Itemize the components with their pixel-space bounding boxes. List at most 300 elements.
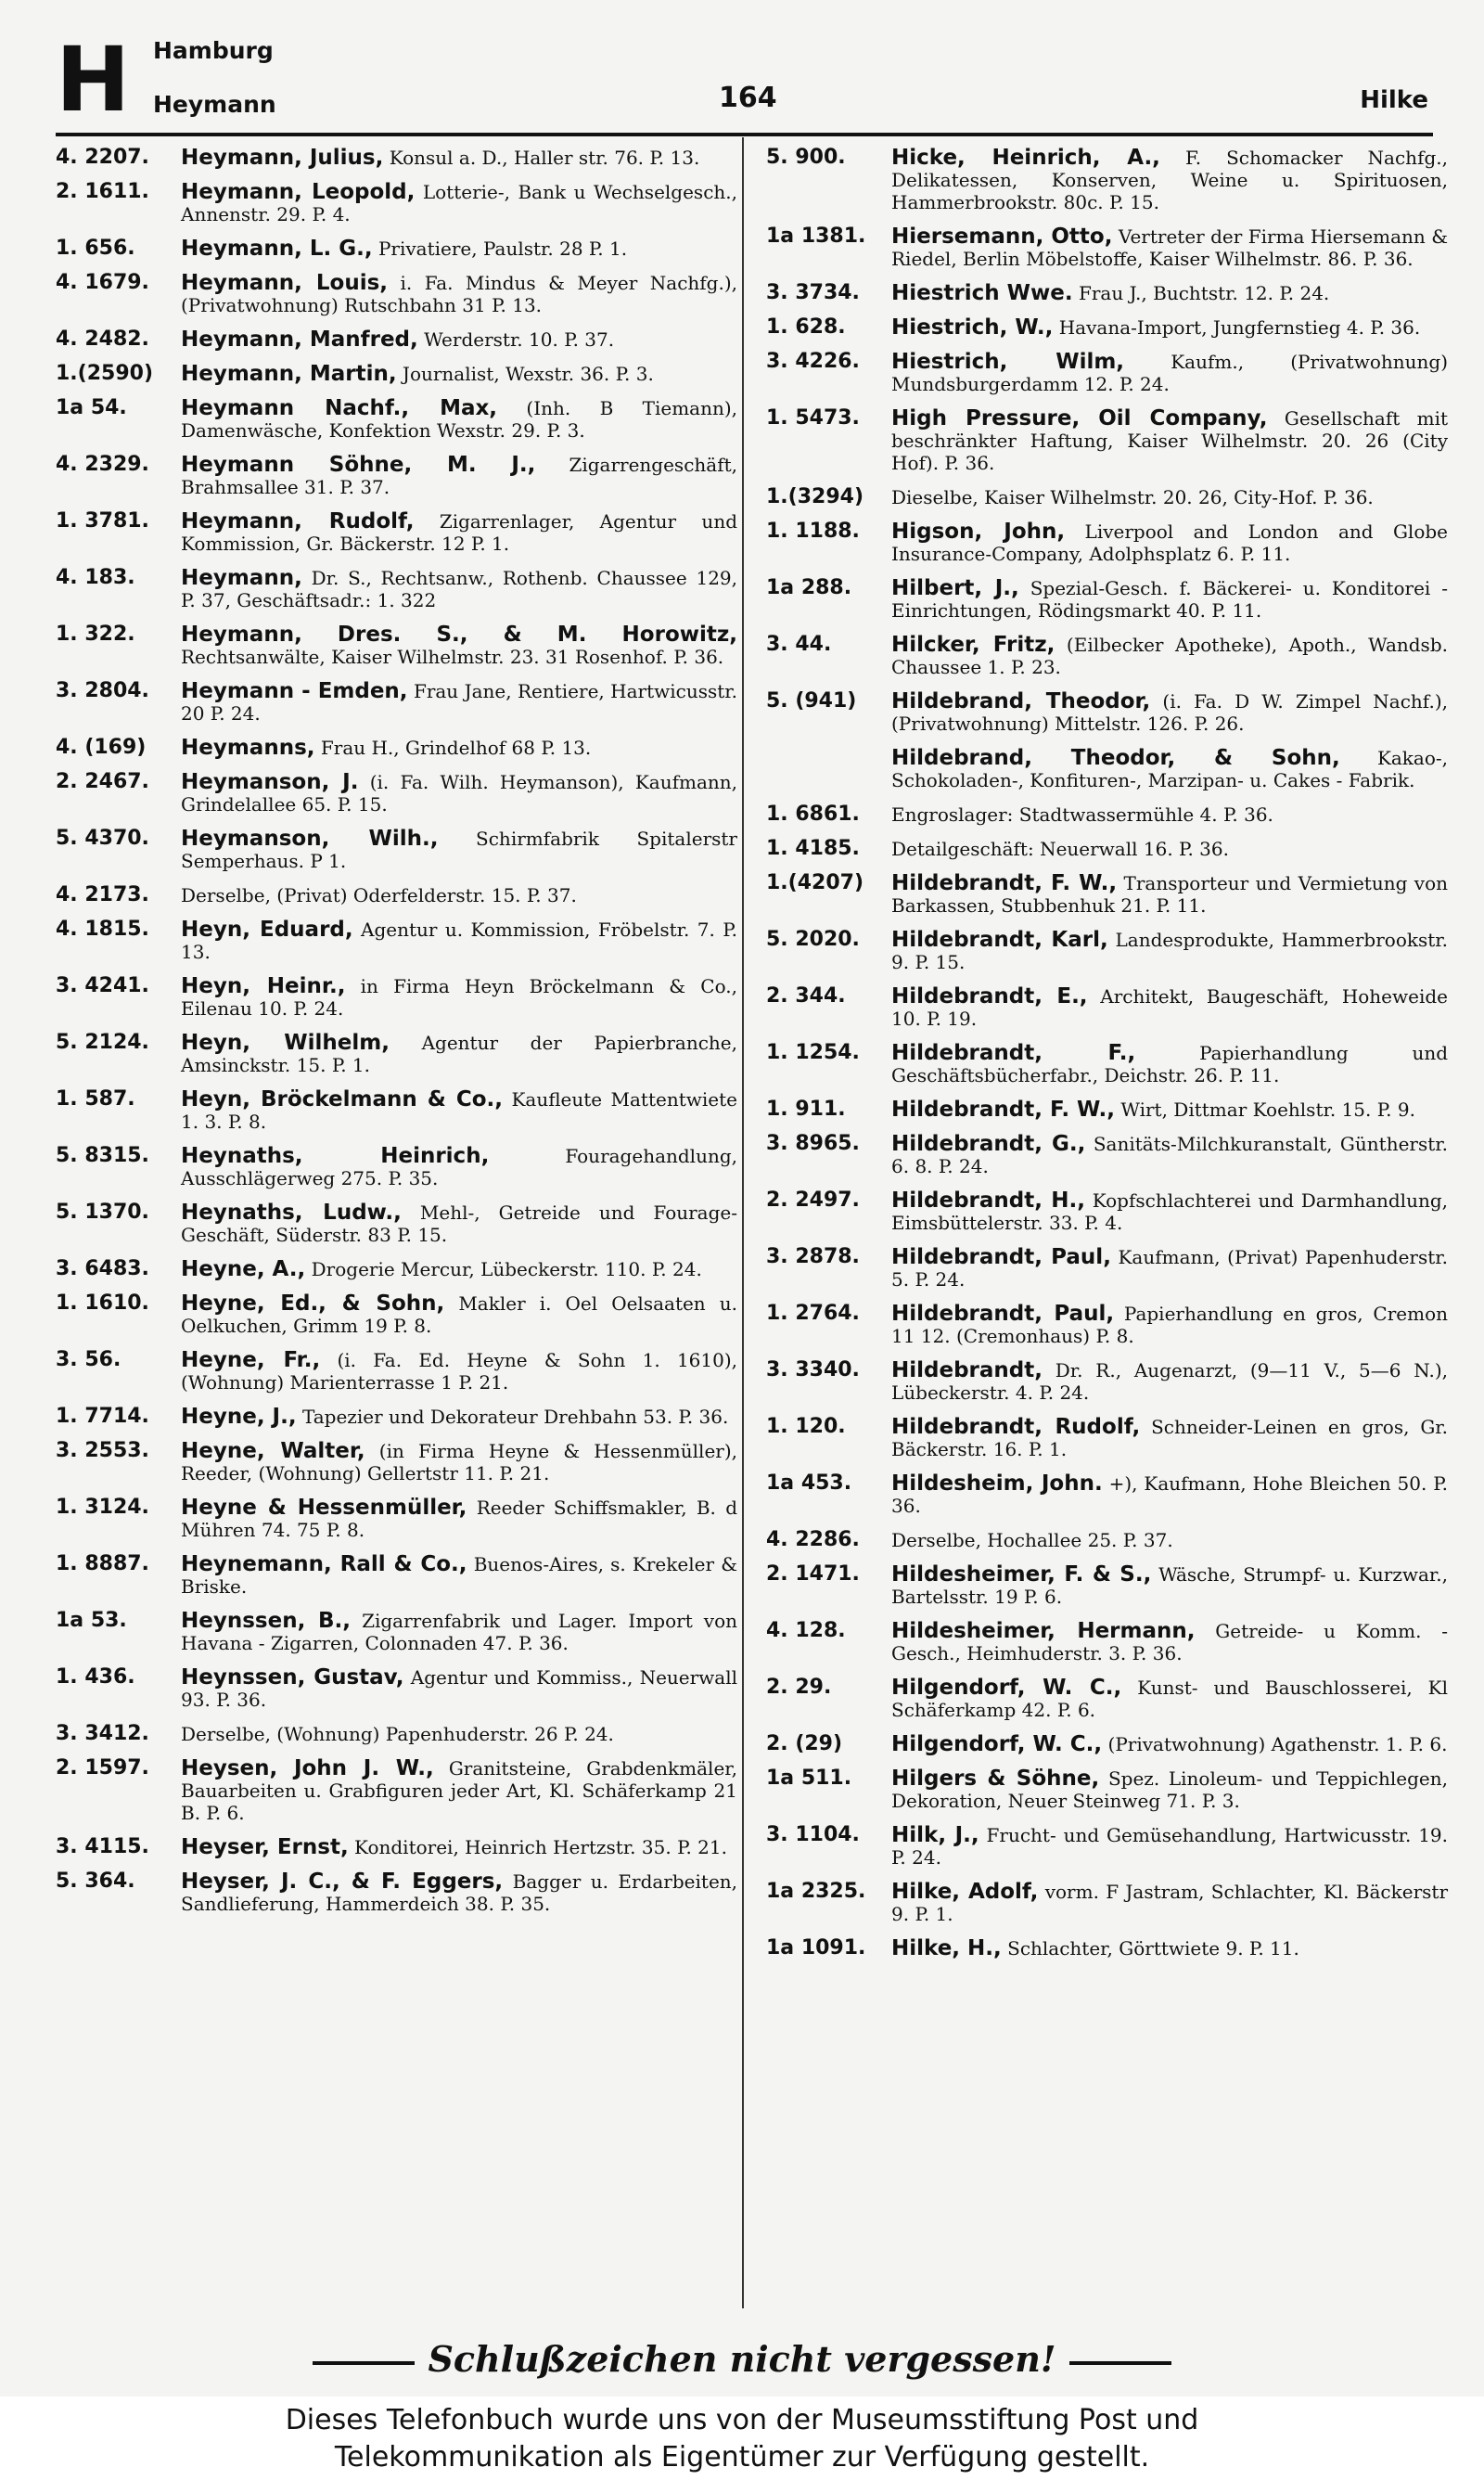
entry-name: Hildebrandt, E., bbox=[891, 984, 1088, 1009]
directory-entry bbox=[56, 1723, 737, 1745]
entry-details: Granitsteine, Grabdenkmäler, Bauarbeiten u. Grabfiguren jeder Art, Kl. Schäferkamp 21 B. P. 6. bbox=[181, 1757, 737, 1824]
directory-entry bbox=[766, 316, 1448, 339]
phone-number: 4. (169) bbox=[56, 736, 147, 759]
entry-details: (Inh. B Tiemann), Damenwäsche, Konfektion Wexstr. 29. P. 3. bbox=[181, 397, 737, 442]
entry-text bbox=[891, 1529, 1448, 1551]
directory-entry bbox=[56, 771, 737, 816]
entry-text bbox=[891, 634, 1448, 678]
entry-name: Heyne, A., bbox=[181, 1257, 306, 1281]
phone-number: 5. 1370. bbox=[56, 1201, 149, 1224]
entry-text bbox=[181, 1292, 737, 1337]
entry-text bbox=[891, 872, 1448, 917]
entry-name: Heymann, Dres. S., & M. Horowitz, bbox=[181, 623, 737, 647]
directory-entry bbox=[56, 1610, 737, 1654]
entry-text bbox=[891, 1881, 1448, 1925]
entry-text bbox=[891, 1733, 1448, 1755]
entry-details: Derselbe, Hochallee 25. P. 37. bbox=[891, 1529, 1173, 1551]
entry-details: Schirmfabrik Spitalerstr Semperhaus. P 1. bbox=[181, 828, 737, 872]
directory-entry bbox=[56, 737, 737, 759]
entry-name: Heymann, Julius, bbox=[181, 146, 384, 170]
entry-name: Hildebrandt, Paul, bbox=[891, 1302, 1115, 1326]
entry-name: Hilgendorf, W. C., bbox=[891, 1676, 1122, 1700]
entry-name: Hiestrich, W., bbox=[891, 315, 1054, 340]
entry-name: Heyser, J. C., & F. Eggers, bbox=[181, 1870, 504, 1894]
entry-details: Privatiere, Paulstr. 28 P. 1. bbox=[377, 238, 628, 260]
directory-entry bbox=[56, 454, 737, 498]
entry-name: Heymann Söhne, M. J., bbox=[181, 453, 536, 477]
entry-text bbox=[181, 510, 737, 555]
phone-number: 5. 8315. bbox=[56, 1144, 149, 1167]
directory-entry bbox=[766, 1767, 1448, 1812]
phone-number: 1a 1091. bbox=[766, 1936, 866, 1960]
entry-details: (i. Fa. D W. Zimpel Nachf.), (Privatwohnung) Mittelstr. 126. P. 26. bbox=[891, 690, 1449, 735]
entry-details: Dr. S., Rechtsanw., Rothenb. Chaussee 129, P. 37, Geschäftsadr.: 1. 322 bbox=[181, 567, 737, 611]
entry-name: Heymann, Martin, bbox=[181, 362, 397, 386]
entry-name: Heyne & Hessenmüller, bbox=[181, 1496, 467, 1520]
phone-number: 1. 3781. bbox=[56, 509, 149, 533]
entry-text bbox=[181, 1757, 737, 1824]
phone-number: 1. 436. bbox=[56, 1665, 135, 1689]
entry-name: Heyn, Heinr., bbox=[181, 974, 346, 998]
entry-text bbox=[891, 747, 1448, 791]
directory-entry bbox=[56, 975, 737, 1020]
entry-details: Gesellschaft mit beschränkter Haftung, Kaiser Wilhelmstr. 20. 26 (City Hof). P. 36. bbox=[891, 407, 1449, 474]
phone-number: 4. 2207. bbox=[56, 146, 149, 169]
entry-name: Hilk, J., bbox=[891, 1823, 979, 1847]
phone-number: 1. 8887. bbox=[56, 1552, 149, 1575]
entry-text bbox=[891, 1937, 1448, 1960]
entry-details: Spez. Linoleum- und Teppichlegen, Dekoration, Neuer Steinweg 71. P. 3. bbox=[891, 1767, 1448, 1812]
entry-text bbox=[891, 407, 1448, 474]
footer-dash-right bbox=[1069, 2361, 1171, 2365]
entry-name: Hildebrandt, F. W., bbox=[891, 871, 1118, 895]
entry-name: Hilcker, Fritz, bbox=[891, 633, 1055, 657]
range-start: Heymann bbox=[153, 91, 276, 118]
entry-details: Buenos-Aires, s. Krekeler & Briske. bbox=[181, 1553, 738, 1598]
entry-text bbox=[181, 454, 737, 498]
entry-text bbox=[891, 1133, 1448, 1177]
header-rule bbox=[56, 133, 1433, 136]
entry-details: Wäsche, Strumpf- u. Kurzwar., Bartelsstr. 19 P. 6. bbox=[891, 1563, 1448, 1608]
entry-details: Engroslager: Stadtwassermühle 4. P. 36. bbox=[891, 803, 1273, 826]
directory-entry bbox=[766, 1042, 1448, 1086]
entry-text bbox=[891, 282, 1448, 304]
entry-details: (Privatwohnung) Agathenstr. 1. P. 6. bbox=[1107, 1733, 1448, 1755]
entry-name: Heyn, Eduard, bbox=[181, 918, 353, 942]
phone-number: 5. 900. bbox=[766, 146, 846, 169]
entry-details: Vertreter der Firma Hiersemann & Riedel, Berlin Möbelstoffe, Kaiser Wilhelmstr. 86. P. 36. bbox=[891, 225, 1448, 270]
entry-name: Heymanson, Wilh., bbox=[181, 827, 439, 851]
entry-details: Papierhandlung en gros, Cremon 11 12. (Cremonhaus) P. 8. bbox=[891, 1303, 1448, 1347]
phone-number: 3. 1104. bbox=[766, 1823, 860, 1846]
directory-entry bbox=[766, 486, 1448, 508]
phone-number: 3. 4226. bbox=[766, 350, 860, 373]
directory-entry bbox=[56, 363, 737, 385]
entry-text bbox=[181, 1553, 737, 1598]
entry-details: Bagger u. Erdarbeiten, Sandlieferung, Hammerdeich 38. P. 35. bbox=[181, 1870, 738, 1915]
entry-details: Derselbe, (Wohnung) Papenhuderstr. 26 P. 24. bbox=[181, 1723, 614, 1745]
entry-name: Heynaths, Heinrich, bbox=[181, 1144, 490, 1168]
entry-details: Kakao-, Schokoladen-, Konfituren-, Marzipan- u. Cakes - Fabrik. bbox=[891, 747, 1449, 791]
phone-number: 1. 628. bbox=[766, 315, 846, 339]
directory-entry bbox=[766, 1416, 1448, 1460]
entry-details: i. Fa. Mindus & Meyer Nachfg.), (Privatwohnung) Rutschbahn 31 P. 13. bbox=[181, 272, 737, 316]
entry-name: Hilgers & Söhne, bbox=[891, 1767, 1100, 1791]
entry-text bbox=[181, 397, 737, 442]
entry-details: Lotterie-, Bank u Wechselgesch., Annenstr. 29. P. 4. bbox=[181, 181, 737, 225]
directory-entry bbox=[766, 282, 1448, 304]
entry-details: in Firma Heyn Bröckelmann & Co., Eilenau 10. P. 24. bbox=[181, 975, 737, 1020]
entry-details: Konsul a. D., Haller str. 76. P. 13. bbox=[389, 147, 700, 169]
entry-details: (Eilbecker Apotheke), Apoth., Wandsb. Chaussee 1. P. 23. bbox=[891, 634, 1448, 678]
entry-text bbox=[891, 1099, 1448, 1121]
entry-details: Werderstr. 10. P. 37. bbox=[424, 328, 615, 351]
entry-details: Zigarrengeschäft, Brahmsallee 31. P. 37. bbox=[181, 454, 737, 498]
entry-name: Hildebrandt, G., bbox=[891, 1132, 1086, 1156]
entry-text bbox=[181, 567, 737, 611]
entry-name: Hildebrandt, bbox=[891, 1358, 1043, 1382]
entry-name: Heynssen, B., bbox=[181, 1609, 352, 1633]
directory-entry bbox=[56, 1666, 737, 1711]
directory-entry bbox=[766, 520, 1448, 565]
directory-entry bbox=[766, 1824, 1448, 1869]
entry-text bbox=[891, 577, 1448, 622]
entry-text bbox=[891, 1189, 1448, 1234]
phone-number: 1a 1381. bbox=[766, 225, 866, 248]
entry-details: Derselbe, (Privat) Oderfelderstr. 15. P. 37. bbox=[181, 884, 577, 906]
entry-details: Agentur und Kommiss., Neuerwall 93. P. 36. bbox=[181, 1666, 738, 1711]
directory-entry bbox=[766, 1099, 1448, 1121]
entry-text bbox=[181, 1723, 737, 1745]
entry-text bbox=[891, 1042, 1448, 1086]
entry-name: Hildebrandt, Paul, bbox=[891, 1245, 1111, 1269]
directory-entry bbox=[766, 1937, 1448, 1960]
entry-details: Kunst- und Bauschlosserei, Kl Schäferkamp 42. P. 6. bbox=[891, 1677, 1448, 1721]
entry-name: Heymanns, bbox=[181, 736, 315, 760]
entry-text bbox=[181, 1497, 737, 1541]
phone-number: 3. 6483. bbox=[56, 1257, 149, 1280]
entry-text bbox=[181, 680, 737, 725]
directory-entry bbox=[56, 181, 737, 225]
entry-text bbox=[181, 1201, 737, 1246]
phone-number: 1a 54. bbox=[56, 396, 127, 419]
entry-details: Frau Jane, Rentiere, Hartwicusstr. 20 P. 24. bbox=[181, 680, 737, 725]
directory-entry bbox=[766, 1881, 1448, 1925]
directory-entry bbox=[56, 397, 737, 442]
entry-text bbox=[181, 1088, 737, 1133]
directory-entry bbox=[766, 1189, 1448, 1234]
directory-entry bbox=[766, 1620, 1448, 1664]
directory-entry bbox=[766, 803, 1448, 826]
directory-entry bbox=[56, 828, 737, 872]
entry-name: Hildebrandt, H., bbox=[891, 1189, 1086, 1213]
phone-number: 5. (941) bbox=[766, 689, 857, 713]
directory-entry bbox=[56, 510, 737, 555]
entry-text bbox=[181, 1666, 737, 1711]
directory-entry bbox=[56, 1292, 737, 1337]
entry-name: Hiestrich, Wilm, bbox=[891, 350, 1125, 374]
column-divider bbox=[742, 137, 744, 2308]
phone-number: 2. (29) bbox=[766, 1732, 843, 1755]
phone-number: 1a 2325. bbox=[766, 1880, 866, 1903]
phone-number: 1. 6861. bbox=[766, 803, 860, 826]
entry-details: Konditorei, Heinrich Hertzstr. 35. P. 21. bbox=[354, 1836, 727, 1858]
directory-entry bbox=[56, 919, 737, 963]
page-number: 164 bbox=[719, 82, 777, 114]
phone-number: 1a 511. bbox=[766, 1767, 852, 1790]
phone-number: 1. 911. bbox=[766, 1098, 846, 1121]
phone-number: 1. 1610. bbox=[56, 1291, 149, 1315]
directory-entry bbox=[766, 147, 1448, 213]
directory-entry bbox=[56, 1757, 737, 1824]
entry-text bbox=[181, 884, 737, 906]
phone-number: 3. 56. bbox=[56, 1348, 122, 1371]
entry-text bbox=[891, 838, 1448, 860]
directory-entry bbox=[56, 680, 737, 725]
phone-number: 5. 2020. bbox=[766, 928, 860, 951]
phone-number: 3. 4241. bbox=[56, 974, 149, 997]
directory-entry bbox=[766, 690, 1448, 735]
phone-number: 1a 288. bbox=[766, 576, 852, 599]
directory-entry bbox=[56, 1870, 737, 1915]
entry-details: Schlachter, Görttwiete 9. P. 11. bbox=[1007, 1937, 1299, 1960]
entry-details: Kaufmann, (Privat) Papenhuderstr. 5. P. 24. bbox=[891, 1246, 1448, 1291]
range-end: Hilke bbox=[1360, 86, 1428, 114]
entry-text bbox=[181, 363, 737, 385]
entry-details: vorm. F Jastram, Schlachter, Kl. Bäckerstr 9. P. 1. bbox=[891, 1881, 1449, 1925]
directory-entry bbox=[56, 1497, 737, 1541]
phone-number: 2. 2467. bbox=[56, 770, 149, 793]
directory-entry bbox=[766, 1472, 1448, 1517]
entry-text bbox=[181, 1836, 737, 1858]
directory-entry bbox=[766, 1733, 1448, 1755]
entry-text bbox=[181, 328, 737, 351]
phone-number: 1. 656. bbox=[56, 237, 135, 260]
entry-details: Zigarrenfabrik und Lager. Import von Havana - Zigarren, Colonnaden 47. P. 36. bbox=[181, 1610, 737, 1654]
entry-name: Hildesheimer, Hermann, bbox=[891, 1619, 1196, 1643]
phone-number: 3. 44. bbox=[766, 633, 832, 656]
entry-details: Agentur u. Kommission, Fröbelstr. 7. P. 13. bbox=[181, 919, 738, 963]
phone-number: 3. 3734. bbox=[766, 281, 860, 304]
entry-details: Havana-Import, Jungfernstieg 4. P. 36. bbox=[1058, 316, 1421, 339]
entry-name: Heynssen, Gustav, bbox=[181, 1665, 404, 1690]
phone-number: 1.(3294) bbox=[766, 485, 864, 508]
phone-number: 1. 1254. bbox=[766, 1041, 860, 1064]
entry-details: Schneider-Leinen en gros, Gr. Bäckerstr. 16. P. 1. bbox=[891, 1416, 1449, 1460]
directory-entry bbox=[766, 929, 1448, 973]
entry-details: Reeder Schiffsmakler, B. d Mühren 74. 75 P. 8. bbox=[181, 1497, 738, 1541]
directory-entry bbox=[56, 1201, 737, 1246]
directory-entry bbox=[766, 407, 1448, 474]
phone-number: 4. 2329. bbox=[56, 453, 149, 476]
directory-entry bbox=[56, 884, 737, 906]
donation-banner bbox=[0, 2396, 1484, 2480]
phone-number: 1. 5473. bbox=[766, 406, 860, 430]
entry-text bbox=[891, 1620, 1448, 1664]
entry-details: Frau H., Grindelhof 68 P. 13. bbox=[320, 737, 592, 759]
directory-entry bbox=[56, 1406, 737, 1428]
directory-entry bbox=[56, 1349, 737, 1394]
entry-text bbox=[891, 1677, 1448, 1721]
entry-text bbox=[181, 238, 737, 260]
entry-name: Heymann, Rudolf, bbox=[181, 509, 415, 533]
phone-number: 4. 2482. bbox=[56, 328, 149, 351]
entry-details: Mehl-, Getreide und Fourage-Geschäft, Süderstr. 83 P. 15. bbox=[181, 1201, 737, 1246]
entry-details: Getreide- u Komm. - Gesch., Heimhuderstr. 3. P. 36. bbox=[891, 1620, 1449, 1664]
entry-details: F. Schomacker Nachfg., Delikatessen, Konserven, Weine u. Spirituosen, Hammerbrookstr. 80c. P. 15. bbox=[891, 147, 1448, 213]
phone-number: 1. 2764. bbox=[766, 1302, 860, 1325]
entry-text bbox=[891, 316, 1448, 339]
entry-text bbox=[181, 919, 737, 963]
entry-details: Detailgeschäft: Neuerwall 16. P. 36. bbox=[891, 838, 1229, 860]
page-header bbox=[56, 28, 1428, 137]
directory-entry bbox=[56, 567, 737, 611]
entry-details: (in Firma Heyne & Hessenmüller), Reeder, (Wohnung) Gellertstr 11. P. 21. bbox=[181, 1440, 737, 1484]
entry-details: Dieselbe, Kaiser Wilhelmstr. 20. 26, City-Hof. P. 36. bbox=[891, 486, 1374, 508]
phone-number: 3. 3340. bbox=[766, 1358, 860, 1381]
entry-name: Hilke, H., bbox=[891, 1936, 1002, 1960]
phone-number: 2. 29. bbox=[766, 1676, 832, 1699]
entry-name: Heymann, L. G., bbox=[181, 237, 373, 261]
phone-number: 3. 2878. bbox=[766, 1245, 860, 1268]
entry-name: Hiestrich Wwe. bbox=[891, 281, 1073, 305]
footer-note bbox=[0, 2338, 1484, 2380]
directory-entry bbox=[766, 1563, 1448, 1608]
entry-text bbox=[891, 520, 1448, 565]
entry-name: Heymann, Manfred, bbox=[181, 328, 418, 352]
phone-number: 1. 120. bbox=[766, 1415, 846, 1438]
entry-name: Hilbert, J., bbox=[891, 576, 1019, 600]
entry-name: Heynaths, Ludw., bbox=[181, 1201, 402, 1225]
directory-entry bbox=[766, 747, 1448, 791]
phone-number: 3. 2553. bbox=[56, 1439, 149, 1462]
directory-entry bbox=[56, 1258, 737, 1280]
entry-name: Hilgendorf, W. C., bbox=[891, 1732, 1103, 1756]
phone-number: 1. 4185. bbox=[766, 837, 860, 860]
phone-number: 1.(2590) bbox=[56, 362, 154, 385]
entry-name: Heyne, Fr., bbox=[181, 1348, 321, 1372]
entry-text bbox=[181, 1032, 737, 1076]
entry-name: Hicke, Heinrich, A., bbox=[891, 146, 1160, 170]
footer-note-text: Schlußzeichen nicht vergessen! bbox=[428, 2338, 1056, 2380]
phone-number: 1. 7714. bbox=[56, 1405, 149, 1428]
entry-details: Kaufleute Mattentwiete 1. 3. P. 8. bbox=[181, 1088, 737, 1133]
directory-entry bbox=[766, 838, 1448, 860]
entry-name: Hildebrandt, Rudolf, bbox=[891, 1415, 1141, 1439]
entry-name: Hildebrandt, Karl, bbox=[891, 928, 1108, 952]
directory-entry bbox=[766, 1677, 1448, 1721]
directory-entry bbox=[56, 1088, 737, 1133]
phone-number: 1. 322. bbox=[56, 623, 135, 646]
directory-entry bbox=[56, 147, 737, 169]
phone-number: 4. 1815. bbox=[56, 918, 149, 941]
entry-details: Dr. R., Augenarzt, (9—11 V., 5—6 N.), Lübeckerstr. 4. P. 24. bbox=[891, 1359, 1449, 1404]
entry-name: Heymann Nachf., Max, bbox=[181, 396, 498, 420]
entry-name: Hildebrand, Theodor, bbox=[891, 689, 1151, 713]
entry-details: Sanitäts-Milchkuranstalt, Güntherstr. 6. 8. P. 24. bbox=[891, 1133, 1448, 1177]
entry-name: Heyne, J., bbox=[181, 1405, 297, 1429]
entry-details: Drogerie Mercur, Lübeckerstr. 110. P. 24. bbox=[311, 1258, 702, 1280]
entry-details: Fouragehandlung, Ausschlägerweg 275. P. 35. bbox=[181, 1145, 737, 1189]
phone-number: 5. 364. bbox=[56, 1870, 135, 1893]
entry-name: Hiersemann, Otto, bbox=[891, 225, 1113, 249]
entry-text bbox=[181, 737, 737, 759]
phone-number: 4. 2173. bbox=[56, 883, 149, 906]
entry-name: Heymanson, J. bbox=[181, 770, 359, 794]
directory-entry bbox=[766, 577, 1448, 622]
entry-details: Rechtsanwälte, Kaiser Wilhelmstr. 23. 31 Rosenhof. P. 36. bbox=[181, 646, 724, 668]
entry-text bbox=[181, 828, 737, 872]
directory-entry bbox=[56, 1440, 737, 1484]
entry-text bbox=[891, 929, 1448, 973]
entry-text bbox=[891, 985, 1448, 1030]
entry-name: Hildesheim, John. bbox=[891, 1471, 1103, 1496]
entry-text bbox=[181, 1406, 737, 1428]
entry-text bbox=[891, 1303, 1448, 1347]
entry-details: Architekt, Baugeschäft, Hoheweide 10. P. 19. bbox=[891, 985, 1449, 1030]
phone-number: 4. 2286. bbox=[766, 1528, 860, 1551]
phone-number: 5. 4370. bbox=[56, 827, 149, 850]
directory-entry bbox=[766, 1359, 1448, 1404]
entry-text bbox=[181, 1258, 737, 1280]
entry-text bbox=[181, 181, 737, 225]
entry-text bbox=[181, 1870, 737, 1915]
directory-entry bbox=[56, 272, 737, 316]
directory-entry bbox=[766, 872, 1448, 917]
entry-text bbox=[891, 1416, 1448, 1460]
directory-entry bbox=[56, 623, 737, 668]
entry-details: Papierhandlung und Geschäftsbücherfabr., Deichstr. 26. P. 11. bbox=[891, 1042, 1449, 1086]
banner-line-1: Dieses Telefonbuch wurde uns von der Museumsstiftung Post und bbox=[285, 2404, 1199, 2436]
entry-text bbox=[891, 1472, 1448, 1517]
entry-text bbox=[891, 486, 1448, 508]
entry-details: Makler i. Oel Oelsaaten u. Oelkuchen, Grimm 19 P. 8. bbox=[181, 1292, 737, 1337]
entry-name: Hildebrandt, F., bbox=[891, 1041, 1136, 1065]
phone-number: 1.(4207) bbox=[766, 871, 864, 894]
entry-text bbox=[891, 1563, 1448, 1608]
entry-details: Tapezier und Dekorateur Drehbahn 53. P. 36. bbox=[301, 1406, 729, 1428]
directory-entry bbox=[766, 985, 1448, 1030]
phone-number: 4. 1679. bbox=[56, 271, 149, 294]
entry-text bbox=[181, 1349, 737, 1394]
phone-number: 1a 453. bbox=[766, 1471, 852, 1495]
entry-text bbox=[181, 272, 737, 316]
directory-entry bbox=[766, 1529, 1448, 1551]
entry-name: Heymann, bbox=[181, 566, 302, 590]
entry-details: Kaufm., (Privatwohnung) Mundsburgerdamm 12. P. 24. bbox=[891, 351, 1448, 395]
phone-number: 2. 1471. bbox=[766, 1562, 860, 1586]
directory-entry bbox=[766, 225, 1448, 270]
entry-name: Heynemann, Rall & Co., bbox=[181, 1552, 467, 1576]
entry-name: High Pressure, Oil Company, bbox=[891, 406, 1268, 430]
entry-text bbox=[181, 975, 737, 1020]
entry-details: Kopfschlachterei und Darmhandlung, Eimsbüttelerstr. 33. P. 4. bbox=[891, 1189, 1448, 1234]
entry-text bbox=[891, 1246, 1448, 1291]
directory-entry bbox=[56, 1032, 737, 1076]
directory-entry bbox=[766, 1246, 1448, 1291]
entry-name: Heyn, Wilhelm, bbox=[181, 1031, 390, 1055]
entry-text bbox=[181, 1610, 737, 1654]
phone-number: 1. 587. bbox=[56, 1087, 135, 1111]
directory-entry bbox=[56, 328, 737, 351]
phone-number: 4. 128. bbox=[766, 1619, 846, 1642]
entry-name: Hildesheimer, F. & S., bbox=[891, 1562, 1152, 1587]
directory-entry bbox=[766, 634, 1448, 678]
entry-text bbox=[891, 351, 1448, 395]
phone-number: 3. 2804. bbox=[56, 679, 149, 702]
section-letter: H bbox=[56, 28, 131, 132]
entry-name: Higson, John, bbox=[891, 520, 1066, 544]
